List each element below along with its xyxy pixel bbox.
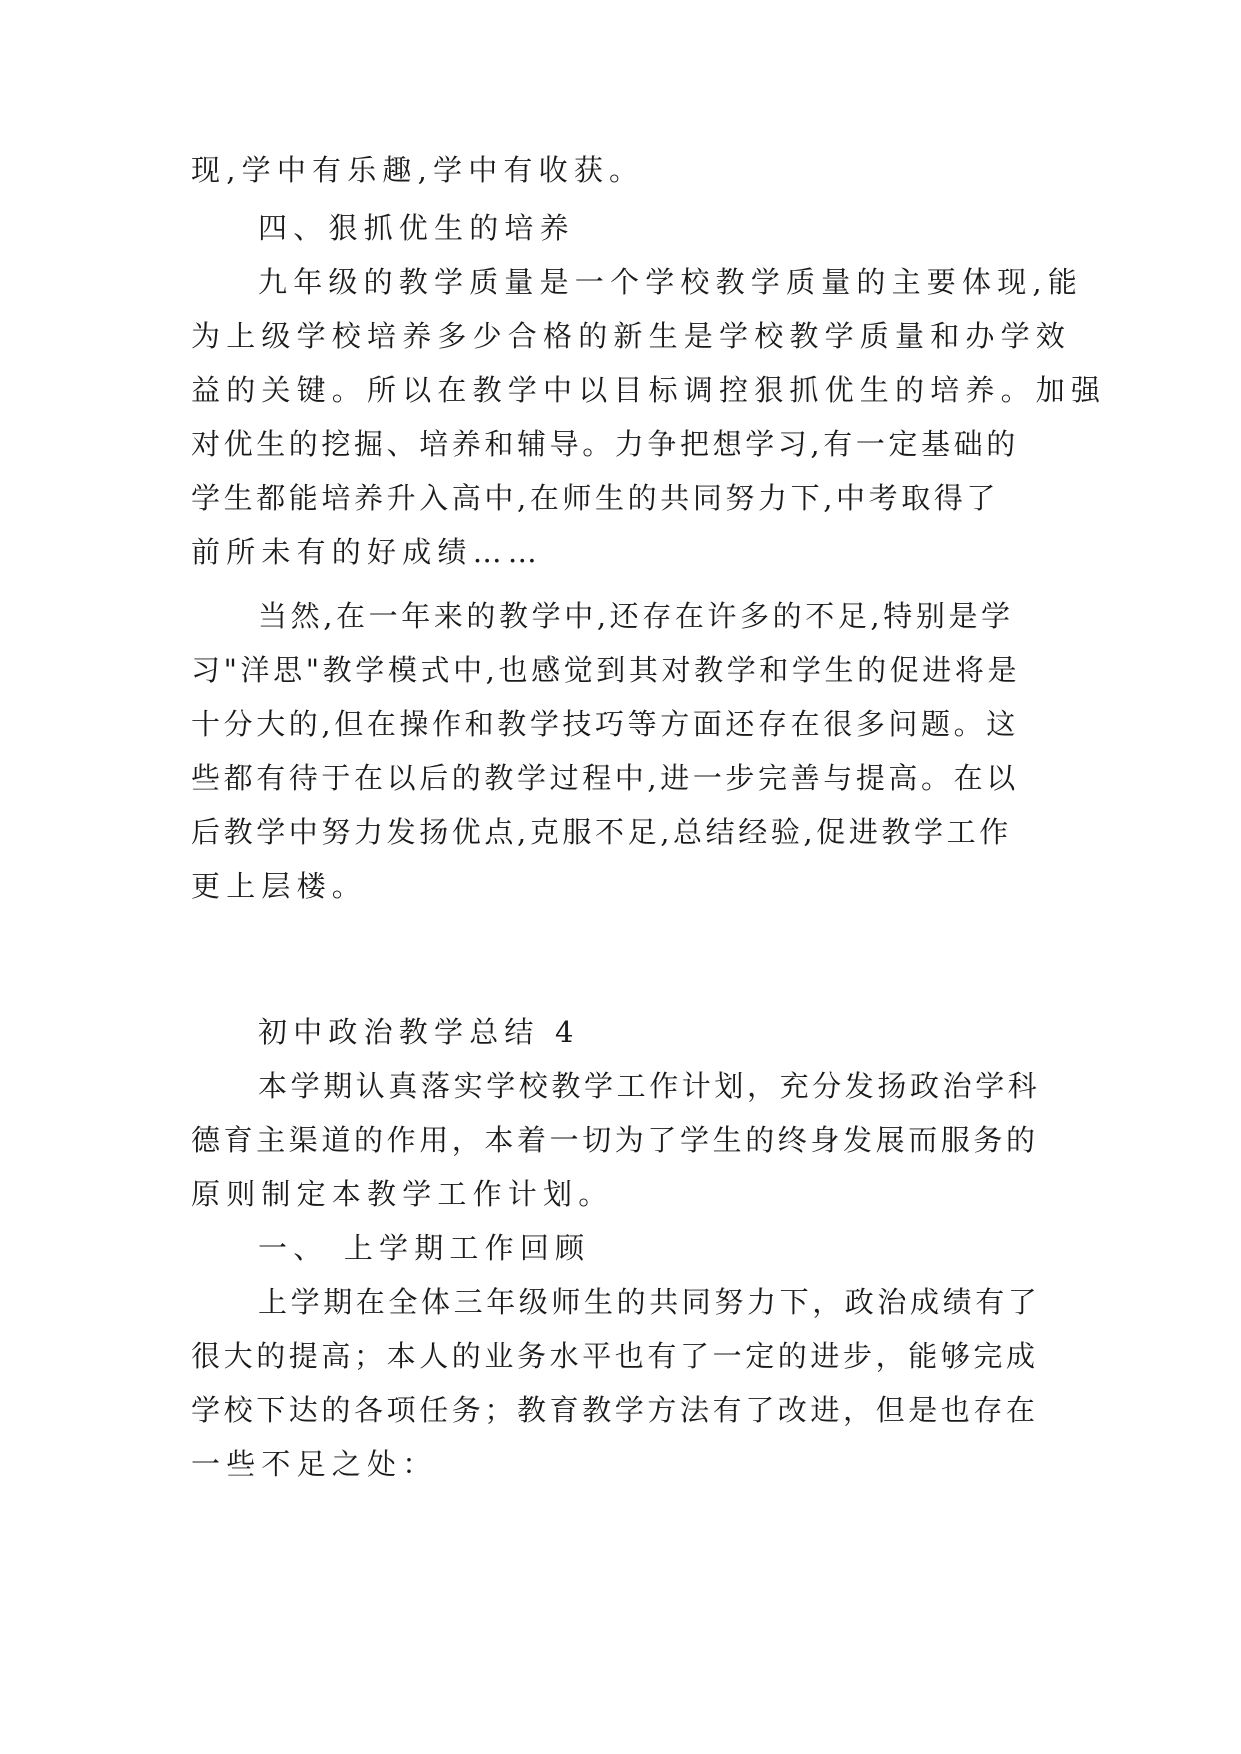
text-line: 前所未有的好成绩…… xyxy=(191,535,544,569)
text-line: 一些不足之处： xyxy=(191,1447,438,1481)
text-line: 习"洋思"教学模式中,也感觉到其对教学和学生的促进将是 xyxy=(191,653,1021,687)
text-line: 德育主渠道的作用，本着一切为了学生的终身发展而服务的 xyxy=(191,1123,1039,1157)
text-line: 上学期在全体三年级师生的共同努力下，政治成绩有了 xyxy=(258,1285,1041,1319)
text-line: 本学期认真落实学校教学工作计划，充分发扬政治学科 xyxy=(258,1069,1041,1103)
text-line: 对优生的挖掘、培养和辅导。力争把想学习,有一定基础的 xyxy=(191,427,1019,461)
text-line: 为上级学校培养多少合格的新生是学校教学质量和办学效 xyxy=(191,319,1072,353)
text-line: 益的关键。所以在教学中以目标调控狠抓优生的培养。加强 xyxy=(191,373,1107,407)
section-heading: 一、 上学期工作回顾 xyxy=(258,1231,591,1265)
text-line: 很大的提高；本人的业务水平也有了一定的进步，能够完成 xyxy=(191,1339,1039,1373)
text-line: 当然,在一年来的教学中,还存在许多的不足,特别是学 xyxy=(258,599,1014,633)
text-line: 现,学中有乐趣,学中有收获。 xyxy=(191,153,645,187)
text-line: 九年级的教学质量是一个学校教学质量的主要体现,能 xyxy=(258,265,1084,299)
text-line: 学校下达的各项任务；教育教学方法有了改进，但是也存在 xyxy=(191,1393,1039,1427)
text-line: 十分大的,但在操作和教学技巧等方面还存在很多问题。这 xyxy=(191,707,1019,741)
text-line: 学生都能培养升入高中,在师生的共同努力下,中考取得了 xyxy=(191,481,1000,515)
text-line: 些都有待于在以后的教学过程中,进一步完善与提高。在以 xyxy=(191,761,1019,795)
text-line: 原则制定本教学工作计划。 xyxy=(191,1177,614,1211)
section-heading: 四、狠抓优生的培养 xyxy=(258,211,575,245)
text-line: 后教学中努力发扬优点,克服不足,总结经验,促进教学工作 xyxy=(191,815,1012,849)
section-title: 初中政治教学总结 4 xyxy=(258,1015,580,1049)
text-line: 更上层楼。 xyxy=(191,869,368,903)
